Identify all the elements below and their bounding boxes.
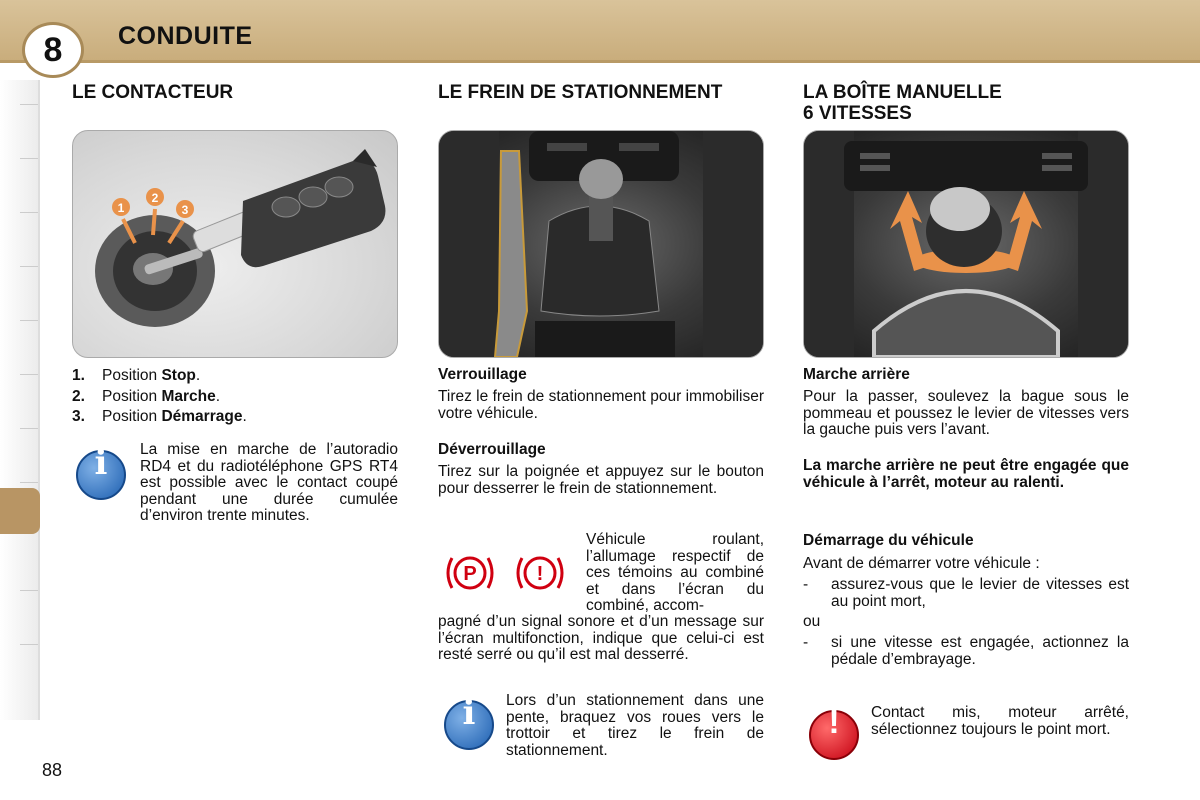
sidebar-tick	[20, 428, 38, 429]
info-note: Lors d’un stationnement dans une pente, braquez vos roues vers le trottoir et tirez le frein de stationnement.	[506, 692, 764, 759]
reverse-text: Pour la passer, soulevez la bague sous le pommeau et poussez le levier de vitesses vers la gauche puis vers l’avant.	[803, 388, 1129, 438]
position-list	[72, 368, 398, 426]
key-position-label: 1	[117, 201, 125, 215]
sidebar-active-chapter-tab[interactable]	[0, 488, 40, 534]
brake-warning-icon	[514, 552, 566, 594]
parking-brake-p-icon	[444, 552, 496, 594]
lock-heading: Verrouillage	[438, 366, 527, 383]
warning-note: Contact mis, moteur arrêté, sélectionnez toujours le point mort.	[871, 704, 1129, 738]
header-divider	[0, 60, 1200, 63]
list-number: 3.	[72, 408, 85, 425]
ignition-key-image	[72, 130, 398, 358]
section-title: LE CONTACTEUR	[72, 82, 234, 103]
list-item	[803, 577, 1129, 610]
key-position-label: 3	[181, 203, 189, 217]
sidebar-tick	[20, 590, 38, 591]
list-dash: -	[803, 576, 809, 593]
parking-brake-image	[438, 130, 764, 358]
unlock-heading: Déverrouillage	[438, 441, 546, 458]
list-number: 1.	[72, 367, 85, 384]
start-heading: Démarrage du véhicule	[803, 532, 974, 549]
start-intro: Avant de démarrer votre véhicule :	[803, 555, 1040, 572]
list-number: 2.	[72, 387, 85, 405]
chapter-sidebar	[0, 80, 40, 720]
sidebar-tick	[20, 374, 38, 375]
lamp-text-continued: pagné d’un signal sonore et d’un message sur l’écran multifonction, indique que celui-ci est resté serré ou qu’il est mal desserré.	[438, 613, 764, 663]
list-dash: -	[803, 634, 809, 651]
sidebar-tick	[20, 266, 38, 267]
section-title: LE FREIN DE STATIONNEMENT	[438, 82, 723, 103]
list-item	[72, 409, 398, 426]
sidebar-tick	[20, 320, 38, 321]
list-text: Position Marche.	[102, 387, 221, 405]
sidebar-tick	[20, 482, 38, 483]
parking-brake-section	[438, 82, 764, 759]
gearbox-section	[803, 82, 1129, 741]
list-text: Position Démarrage.	[102, 408, 247, 425]
info-note: La mise en marche de l’autoradio RD4 et du radiotéléphone GPS RT4 est possible avec le contact coupé pendant une durée cumulée d’environ trente minutes.	[140, 441, 398, 524]
warning-icon: !	[809, 710, 859, 760]
list-item	[72, 368, 398, 385]
gearbox-image	[803, 130, 1129, 358]
list-text: Position Stop.	[102, 367, 201, 384]
lock-text: Tirez le frein de stationnement pour immobiliser votre véhicule.	[438, 388, 764, 422]
key-position-label: 2	[151, 191, 159, 205]
sidebar-tick	[20, 644, 38, 645]
start-or: ou	[803, 613, 821, 630]
list-item	[72, 389, 398, 406]
info-icon: i	[76, 450, 126, 500]
list-text: assurez-vous que le levier de vitesses est au point mort,	[831, 576, 1129, 610]
reverse-heading: Marche arrière	[803, 366, 910, 383]
list-item	[803, 635, 1129, 668]
lamp-text: Véhicule roulant, l’allumage respectif de ces témoins au combiné et dans l’écran du combiné, accom-	[586, 531, 764, 614]
unlock-text: Tirez sur la poignée et appuyez sur le bouton pour desserrer le frein de stationnement.	[438, 463, 764, 497]
page-number: 88	[42, 760, 63, 780]
sidebar-tick	[20, 104, 38, 105]
chapter-number-badge: 8	[22, 22, 84, 78]
info-icon: i	[444, 700, 494, 750]
list-text: si une vitesse est engagée, actionnez la pédale d’embrayage.	[831, 634, 1129, 668]
section-title: LA BOÎTE MANUELLE 6 VITESSES	[803, 82, 1002, 124]
reverse-warning: La marche arrière ne peut être engagée que véhicule à l’arrêt, moteur au ralenti.	[803, 457, 1129, 491]
svg-text:!: !	[536, 563, 544, 585]
warning-lamps	[444, 552, 574, 594]
sidebar-tick	[20, 158, 38, 159]
sidebar-tick	[20, 212, 38, 213]
chapter-title: CONDUITE	[118, 22, 253, 50]
svg-text:P: P	[463, 563, 477, 585]
ignition-section	[72, 82, 398, 524]
